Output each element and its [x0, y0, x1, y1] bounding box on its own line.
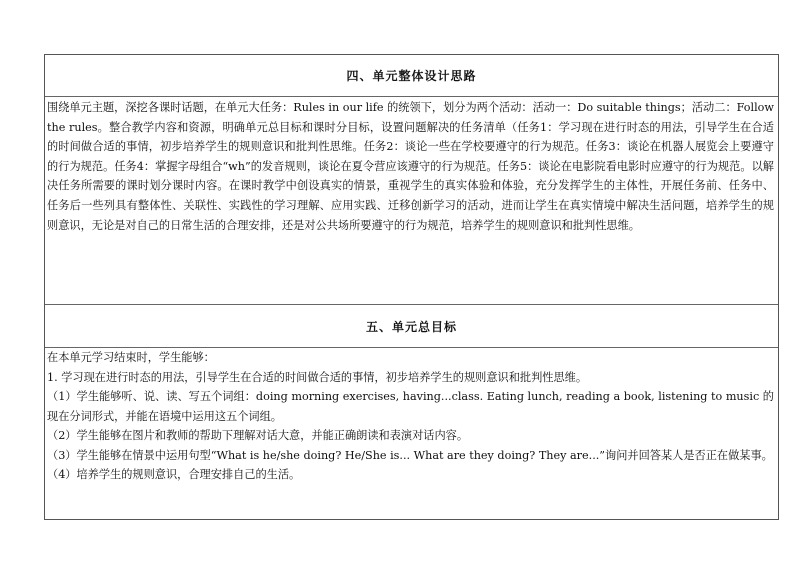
section-4-body-text: 围绕单元主题，深挖各课时话题，在单元大任务：Rules in our life 的统领下，划分为两个活动：活动一：Do suitable things；活动二：Follow the rules。整合教学内容和资源，明确单元总目标和课时分目标，设置问题解决的任务清单（任务1：学习现在进行时态的用法，引导学生在合适的时间做合适的事情，初步培养学生的规则意识和批判性思维。任务2：谈论一些在学校要遵守的行为规范。任务3：谈论在机器人展览会上要遵守的行为规范。任务4：掌握字母组合“wh”的发音规则，谈论在夏令营应该遵守的行为规范。任务5：谈论在电影院看电影时应遵守的行为规范。以解决任务所需要的课时划分课时内容。在课时教学中创设真实的情景，重视学生的真实体验和体验，充分发挥学生的主体性，开展任务前、任务中、任务后一些列具有整体性、关联性、实践性的学习理解、应用实践、迁移创新学习的活动，进而让学生在真实情境中解决生活问题，培养学生的规则意识，无论是对自己的日常生活的合理安排，还是对公共场所要遵守的行为规范，培养学生的规则意识和批判性思维。: [47, 101, 774, 232]
section-4-heading: 四、单元整体设计思路: [346, 69, 477, 83]
section-5-goal-1: 1. 学习现在进行时态的用法，引导学生在合适的时间做合适的事情，初步培养学生的规则意识和批判性思维。: [47, 370, 588, 384]
section-5-item-3: （3）学生能够在情景中运用句型“What is he/she doing? He/She is... What are they doing? They are...”询问并回答某人是否正在做某事。: [47, 448, 773, 462]
design-table: [44, 54, 779, 520]
section-4-heading-row: [45, 55, 778, 97]
section-5-item-1: （1）学生能够听、说、读、写五个词组：doing morning exercises, having...class. Eating lunch, reading a book, listening to music 的现在分词形式，并能在语境中运用这五个词组。: [47, 390, 774, 423]
section-5-heading: 五、单元总目标: [365, 319, 457, 334]
section-5-item-2: （2）学生能够在图片和教师的帮助下理解对话大意，并能正确朗读和表演对话内容。: [47, 429, 469, 442]
section-5-body-row: [45, 348, 778, 519]
section-5-heading-row: [45, 305, 778, 348]
section-5-intro: 在本单元学习结束时，学生能够：: [47, 351, 215, 364]
section-4-body-row: [45, 97, 778, 305]
section-5-item-4: （4）培养学生的规则意识，合理安排自己的生活。: [47, 468, 301, 481]
